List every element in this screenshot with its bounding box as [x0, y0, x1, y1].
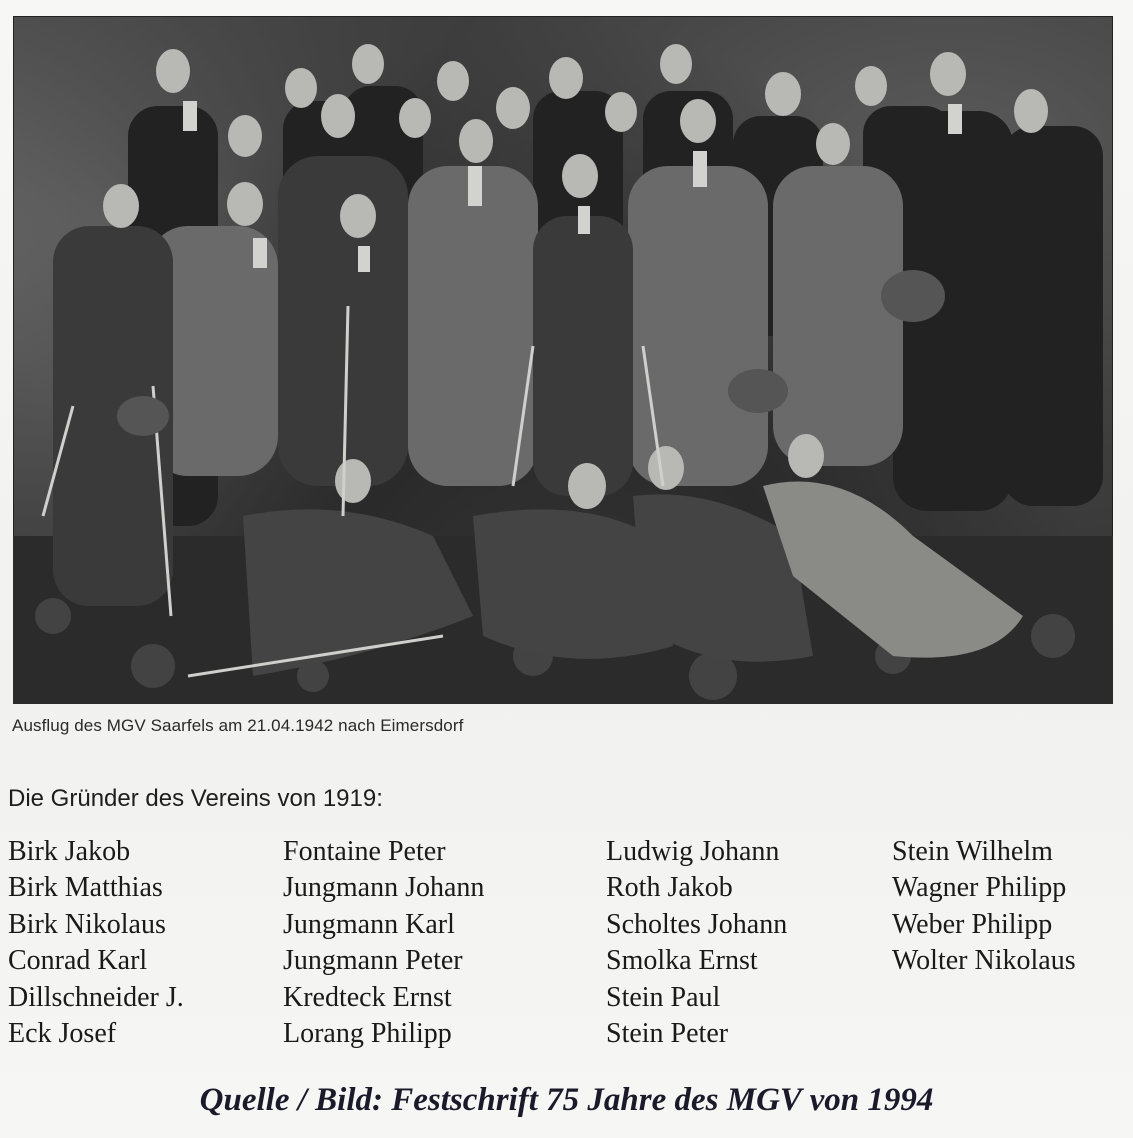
- founders-column-4: [892, 834, 1076, 980]
- founder-name: Stein Wilhelm: [892, 836, 1053, 867]
- founder-name: Birk Matthias: [8, 872, 163, 904]
- founder-name: Fontaine Peter: [283, 836, 446, 867]
- group-photo: [13, 16, 1113, 704]
- founder-name: Dillschneider J.: [8, 981, 184, 1013]
- photo-caption: Ausflug des MGV Saarfels am 21.04.1942 nach Eimersdorf: [12, 716, 464, 735]
- founder-name: Birk Nikolaus: [8, 908, 166, 940]
- founder-name: Wagner Philipp: [892, 872, 1067, 904]
- source-credit: Quelle / Bild: Festschrift 75 Jahre des MGV von 1994: [199, 1082, 934, 1118]
- founder-name: Smolka Ernst: [606, 945, 758, 977]
- founder-name: Jungmann Peter: [283, 945, 463, 977]
- group-photo-figures: [13, 16, 1113, 704]
- founder-name: Wolter Nikolaus: [892, 945, 1076, 977]
- founders-column-2: [283, 834, 484, 1052]
- founder-name: Lorang Philipp: [283, 1018, 452, 1050]
- founder-name: Jungmann Karl: [283, 908, 455, 940]
- founder-name: Stein Paul: [606, 981, 721, 1013]
- founder-name: Weber Philipp: [892, 908, 1053, 940]
- founder-name: Birk Jakob: [8, 836, 131, 867]
- founder-name: Kredteck Ernst: [283, 981, 452, 1013]
- founder-name: Conrad Karl: [8, 945, 148, 977]
- founders-heading: Die Gründer des Vereins von 1919:: [8, 785, 383, 812]
- founders-column-1: [8, 834, 184, 1052]
- founder-name: Jungmann Johann: [283, 872, 485, 904]
- founder-name: Eck Josef: [8, 1018, 117, 1050]
- founder-name: Ludwig Johann: [606, 836, 780, 867]
- founder-name: Stein Peter: [606, 1018, 729, 1050]
- founders-column-3: [606, 834, 787, 1052]
- founder-name: Scholtes Johann: [606, 908, 788, 940]
- founder-name: Roth Jakob: [606, 872, 733, 904]
